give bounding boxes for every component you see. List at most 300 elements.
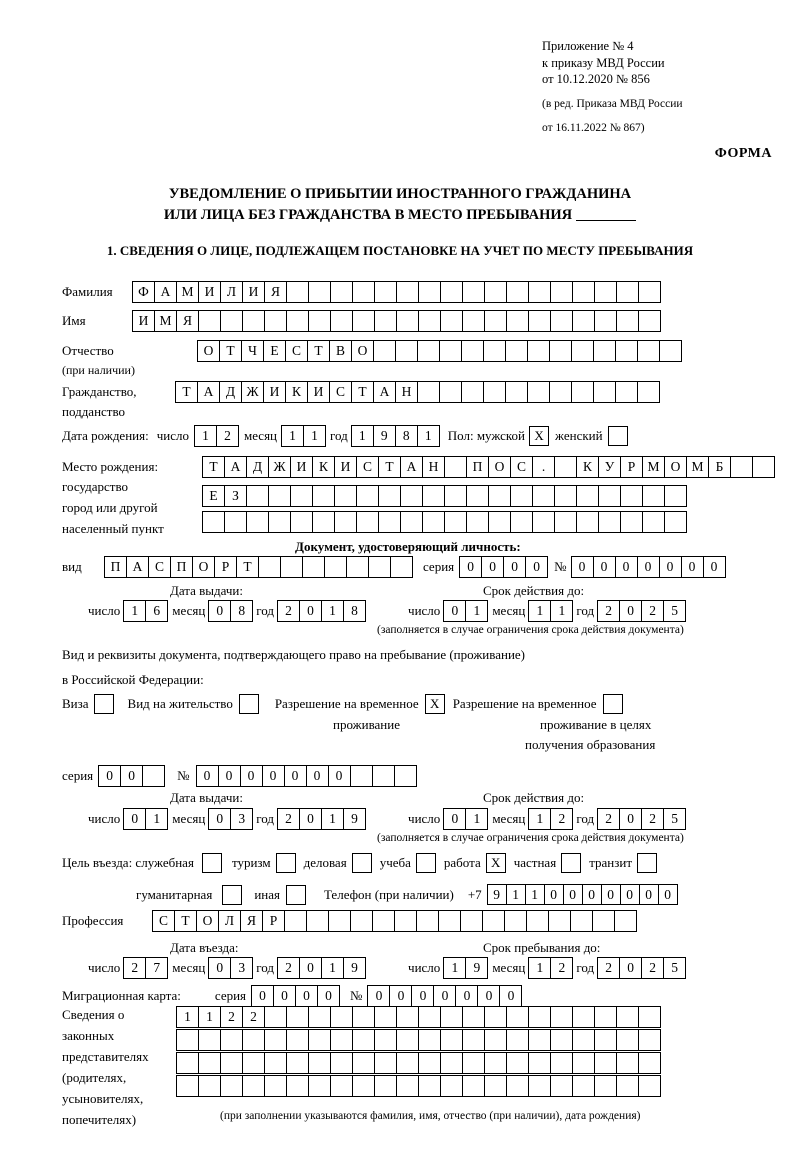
- cell[interactable]: 0: [637, 556, 660, 578]
- cell[interactable]: 1: [321, 957, 344, 979]
- cell[interactable]: [484, 310, 507, 332]
- legal-rep-line4-input[interactable]: [176, 1075, 661, 1097]
- phone-input[interactable]: [487, 884, 678, 905]
- cell[interactable]: 8: [343, 600, 366, 622]
- cell[interactable]: 1: [145, 808, 168, 830]
- cell[interactable]: [504, 910, 527, 932]
- cell[interactable]: И: [334, 456, 357, 478]
- cell[interactable]: [484, 1075, 507, 1097]
- cell[interactable]: 0: [306, 765, 329, 787]
- cell[interactable]: [506, 281, 529, 303]
- cell[interactable]: [528, 310, 551, 332]
- cell[interactable]: [417, 340, 440, 362]
- cell[interactable]: 5: [663, 600, 686, 622]
- cell[interactable]: [659, 340, 682, 362]
- edu-residence-checkbox[interactable]: [603, 694, 623, 714]
- cell[interactable]: [549, 340, 572, 362]
- cell[interactable]: 2: [641, 808, 664, 830]
- cell[interactable]: 0: [499, 985, 522, 1007]
- cell[interactable]: [330, 1052, 353, 1074]
- cell[interactable]: [528, 1052, 551, 1074]
- cell[interactable]: 0: [367, 985, 390, 1007]
- cell[interactable]: [286, 310, 309, 332]
- cell[interactable]: [506, 1075, 529, 1097]
- cell[interactable]: К: [312, 456, 335, 478]
- cell[interactable]: Ф: [132, 281, 155, 303]
- cell[interactable]: [439, 381, 462, 403]
- cell[interactable]: 0: [477, 985, 500, 1007]
- cell[interactable]: А: [400, 456, 423, 478]
- cell[interactable]: [418, 1029, 441, 1051]
- cell[interactable]: Т: [351, 381, 374, 403]
- cell[interactable]: А: [154, 281, 177, 303]
- cell[interactable]: 0: [582, 884, 602, 905]
- cell[interactable]: [550, 1029, 573, 1051]
- cell[interactable]: [576, 511, 599, 533]
- cell[interactable]: [571, 340, 594, 362]
- sex-male-checkbox[interactable]: X: [529, 426, 549, 446]
- cell[interactable]: [638, 1052, 661, 1074]
- cell[interactable]: [440, 281, 463, 303]
- cell[interactable]: [308, 310, 331, 332]
- cell[interactable]: 0: [443, 600, 466, 622]
- birthplace-line1-input[interactable]: [202, 456, 775, 478]
- cell[interactable]: [198, 1029, 221, 1051]
- cell[interactable]: 9: [373, 425, 396, 447]
- legal-rep-line2-input[interactable]: [176, 1029, 661, 1051]
- cell[interactable]: [488, 511, 511, 533]
- cell[interactable]: 1: [321, 808, 344, 830]
- cell[interactable]: [484, 1006, 507, 1028]
- purpose-business-checkbox[interactable]: [352, 853, 372, 873]
- cell[interactable]: И: [290, 456, 313, 478]
- entry-day-input[interactable]: [123, 957, 168, 979]
- cell[interactable]: М: [686, 456, 709, 478]
- cell[interactable]: [374, 1075, 397, 1097]
- cell[interactable]: [620, 511, 643, 533]
- cell[interactable]: [264, 310, 287, 332]
- cell[interactable]: [242, 1029, 265, 1051]
- cell[interactable]: [374, 1029, 397, 1051]
- cell[interactable]: [396, 281, 419, 303]
- cell[interactable]: [440, 310, 463, 332]
- cell[interactable]: О: [664, 456, 687, 478]
- stay-month-input[interactable]: [528, 957, 573, 979]
- cell[interactable]: [462, 1029, 485, 1051]
- cell[interactable]: 0: [411, 985, 434, 1007]
- cell[interactable]: Д: [246, 456, 269, 478]
- cell[interactable]: [334, 485, 357, 507]
- cell[interactable]: [356, 511, 379, 533]
- cell[interactable]: 0: [208, 957, 231, 979]
- cell[interactable]: 0: [620, 884, 640, 905]
- cell[interactable]: [258, 556, 281, 578]
- cell[interactable]: [440, 1006, 463, 1028]
- birth-year-input[interactable]: [351, 425, 440, 447]
- cell[interactable]: [638, 1029, 661, 1051]
- cell[interactable]: 6: [145, 600, 168, 622]
- cell[interactable]: [461, 340, 484, 362]
- cell[interactable]: [352, 1075, 375, 1097]
- cell[interactable]: [730, 456, 753, 478]
- cell[interactable]: [378, 485, 401, 507]
- cell[interactable]: [614, 910, 637, 932]
- cell[interactable]: Ч: [241, 340, 264, 362]
- cell[interactable]: 2: [550, 808, 573, 830]
- cell[interactable]: [548, 910, 571, 932]
- cell[interactable]: И: [132, 310, 155, 332]
- cell[interactable]: [352, 1029, 375, 1051]
- cell[interactable]: 7: [145, 957, 168, 979]
- cell[interactable]: [484, 1029, 507, 1051]
- cell[interactable]: [483, 340, 506, 362]
- cell[interactable]: [528, 281, 551, 303]
- cell[interactable]: [176, 1075, 199, 1097]
- cell[interactable]: Л: [220, 281, 243, 303]
- cell[interactable]: 0: [295, 985, 318, 1007]
- cell[interactable]: [264, 1006, 287, 1028]
- cell[interactable]: 1: [351, 425, 374, 447]
- migration-number-input[interactable]: [367, 985, 522, 1007]
- cell[interactable]: Ж: [268, 456, 291, 478]
- cell[interactable]: Я: [176, 310, 199, 332]
- cell[interactable]: [264, 1052, 287, 1074]
- cell[interactable]: [593, 340, 616, 362]
- sex-female-checkbox[interactable]: [608, 426, 628, 446]
- cell[interactable]: 0: [443, 808, 466, 830]
- cell[interactable]: [554, 456, 577, 478]
- cell[interactable]: П: [170, 556, 193, 578]
- cell[interactable]: [418, 1052, 441, 1074]
- document-number-input[interactable]: [571, 556, 726, 578]
- cell[interactable]: [416, 910, 439, 932]
- cell[interactable]: 0: [639, 884, 659, 905]
- permit-issue-month-input[interactable]: [208, 808, 253, 830]
- cell[interactable]: 2: [641, 957, 664, 979]
- cell[interactable]: [549, 381, 572, 403]
- cell[interactable]: 0: [120, 765, 143, 787]
- cell[interactable]: И: [307, 381, 330, 403]
- cell[interactable]: [444, 511, 467, 533]
- cell[interactable]: Е: [202, 485, 225, 507]
- cell[interactable]: [330, 281, 353, 303]
- cell[interactable]: Е: [263, 340, 286, 362]
- cell[interactable]: [418, 310, 441, 332]
- cell[interactable]: 2: [641, 600, 664, 622]
- cell[interactable]: С: [510, 456, 533, 478]
- cell[interactable]: [572, 1075, 595, 1097]
- surname-input[interactable]: [132, 281, 661, 303]
- cell[interactable]: 1: [528, 600, 551, 622]
- doc-valid-year-input[interactable]: [597, 600, 686, 622]
- cell[interactable]: 9: [343, 808, 366, 830]
- cell[interactable]: 0: [208, 600, 231, 622]
- entry-year-input[interactable]: [277, 957, 366, 979]
- cell[interactable]: [594, 1006, 617, 1028]
- cell[interactable]: З: [224, 485, 247, 507]
- cell[interactable]: [462, 1006, 485, 1028]
- cell[interactable]: [466, 511, 489, 533]
- cell[interactable]: [592, 910, 615, 932]
- cell[interactable]: [752, 456, 775, 478]
- cell[interactable]: 0: [455, 985, 478, 1007]
- cell[interactable]: 0: [299, 808, 322, 830]
- cell[interactable]: 2: [220, 1006, 243, 1028]
- cell[interactable]: [308, 1029, 331, 1051]
- cell[interactable]: 0: [218, 765, 241, 787]
- cell[interactable]: [439, 340, 462, 362]
- cell[interactable]: [615, 340, 638, 362]
- cell[interactable]: 0: [459, 556, 482, 578]
- cell[interactable]: [246, 485, 269, 507]
- cell[interactable]: [554, 511, 577, 533]
- temp-residence-checkbox[interactable]: X: [425, 694, 445, 714]
- cell[interactable]: А: [126, 556, 149, 578]
- cell[interactable]: [308, 281, 331, 303]
- cell[interactable]: 0: [251, 985, 274, 1007]
- cell[interactable]: [268, 485, 291, 507]
- cell[interactable]: 2: [597, 808, 620, 830]
- cell[interactable]: [532, 485, 555, 507]
- cell[interactable]: [286, 1052, 309, 1074]
- cell[interactable]: 0: [615, 556, 638, 578]
- purpose-other-checkbox[interactable]: [286, 885, 306, 905]
- cell[interactable]: [572, 310, 595, 332]
- cell[interactable]: [550, 1075, 573, 1097]
- cell[interactable]: [638, 281, 661, 303]
- cell[interactable]: [242, 310, 265, 332]
- cell[interactable]: [594, 1029, 617, 1051]
- cell[interactable]: [483, 381, 506, 403]
- cell[interactable]: 8: [395, 425, 418, 447]
- cell[interactable]: 1: [528, 957, 551, 979]
- cell[interactable]: 1: [123, 600, 146, 622]
- cell[interactable]: [372, 910, 395, 932]
- cell[interactable]: [220, 1029, 243, 1051]
- cell[interactable]: [484, 1052, 507, 1074]
- cell[interactable]: 0: [389, 985, 412, 1007]
- cell[interactable]: А: [224, 456, 247, 478]
- birth-day-input[interactable]: [194, 425, 239, 447]
- cell[interactable]: 1: [506, 884, 526, 905]
- cell[interactable]: Р: [620, 456, 643, 478]
- cell[interactable]: [438, 910, 461, 932]
- cell[interactable]: А: [373, 381, 396, 403]
- cell[interactable]: [616, 1029, 639, 1051]
- cell[interactable]: В: [329, 340, 352, 362]
- cell[interactable]: [598, 485, 621, 507]
- cell[interactable]: [330, 1006, 353, 1028]
- purpose-work-checkbox[interactable]: X: [486, 853, 506, 873]
- cell[interactable]: 1: [465, 808, 488, 830]
- cell[interactable]: 1: [281, 425, 304, 447]
- cell[interactable]: [268, 511, 291, 533]
- cell[interactable]: [284, 910, 307, 932]
- cell[interactable]: Н: [422, 456, 445, 478]
- cell[interactable]: [176, 1052, 199, 1074]
- document-kind-input[interactable]: [104, 556, 413, 578]
- cell[interactable]: 0: [544, 884, 564, 905]
- cell[interactable]: [642, 485, 665, 507]
- cell[interactable]: Л: [218, 910, 241, 932]
- cell[interactable]: [418, 281, 441, 303]
- cell[interactable]: [488, 485, 511, 507]
- cell[interactable]: [350, 910, 373, 932]
- entry-month-input[interactable]: [208, 957, 253, 979]
- cell[interactable]: [638, 1075, 661, 1097]
- cell[interactable]: 2: [216, 425, 239, 447]
- cell[interactable]: [374, 281, 397, 303]
- document-series-input[interactable]: [459, 556, 548, 578]
- doc-issue-month-input[interactable]: [208, 600, 253, 622]
- cell[interactable]: 0: [619, 957, 642, 979]
- birthplace-line3-input[interactable]: [202, 511, 687, 533]
- cell[interactable]: 0: [601, 884, 621, 905]
- cell[interactable]: 8: [230, 600, 253, 622]
- cell[interactable]: [396, 1029, 419, 1051]
- cell[interactable]: 0: [619, 808, 642, 830]
- cell[interactable]: О: [197, 340, 220, 362]
- cell[interactable]: [306, 910, 329, 932]
- stay-year-input[interactable]: [597, 957, 686, 979]
- cell[interactable]: [286, 1006, 309, 1028]
- cell[interactable]: 3: [230, 808, 253, 830]
- cell[interactable]: Т: [378, 456, 401, 478]
- cell[interactable]: [664, 511, 687, 533]
- cell[interactable]: М: [642, 456, 665, 478]
- cell[interactable]: [550, 1006, 573, 1028]
- cell[interactable]: М: [154, 310, 177, 332]
- cell[interactable]: [224, 511, 247, 533]
- cell[interactable]: [308, 1075, 331, 1097]
- cell[interactable]: [374, 1006, 397, 1028]
- cell[interactable]: С: [329, 381, 352, 403]
- cell[interactable]: [220, 1075, 243, 1097]
- cell[interactable]: [594, 310, 617, 332]
- cell[interactable]: [280, 556, 303, 578]
- cell[interactable]: [368, 556, 391, 578]
- cell[interactable]: [290, 511, 313, 533]
- cell[interactable]: К: [285, 381, 308, 403]
- cell[interactable]: .: [532, 456, 555, 478]
- purpose-service-checkbox[interactable]: [202, 853, 222, 873]
- cell[interactable]: [462, 1075, 485, 1097]
- cell[interactable]: Т: [174, 910, 197, 932]
- cell[interactable]: [440, 1052, 463, 1074]
- cell[interactable]: 9: [343, 957, 366, 979]
- cell[interactable]: 0: [571, 556, 594, 578]
- cell[interactable]: [572, 1029, 595, 1051]
- cell[interactable]: [290, 485, 313, 507]
- cell[interactable]: [615, 381, 638, 403]
- cell[interactable]: [418, 1006, 441, 1028]
- cell[interactable]: 0: [196, 765, 219, 787]
- cell[interactable]: [461, 381, 484, 403]
- cell[interactable]: 0: [317, 985, 340, 1007]
- cell[interactable]: [505, 340, 528, 362]
- cell[interactable]: 0: [208, 808, 231, 830]
- cell[interactable]: [350, 765, 373, 787]
- cell[interactable]: [378, 511, 401, 533]
- cell[interactable]: Т: [202, 456, 225, 478]
- cell[interactable]: 0: [299, 600, 322, 622]
- cell[interactable]: 0: [328, 765, 351, 787]
- cell[interactable]: [440, 1075, 463, 1097]
- cell[interactable]: [505, 381, 528, 403]
- cell[interactable]: Р: [214, 556, 237, 578]
- name-input[interactable]: [132, 310, 661, 332]
- doc-issue-day-input[interactable]: [123, 600, 168, 622]
- permit-valid-day-input[interactable]: [443, 808, 488, 830]
- cell[interactable]: [444, 485, 467, 507]
- cell[interactable]: [352, 310, 375, 332]
- cell[interactable]: [328, 910, 351, 932]
- cell[interactable]: [637, 340, 660, 362]
- cell[interactable]: [394, 765, 417, 787]
- cell[interactable]: [528, 1029, 551, 1051]
- cell[interactable]: [532, 511, 555, 533]
- cell[interactable]: [242, 1075, 265, 1097]
- cell[interactable]: 9: [487, 884, 507, 905]
- cell[interactable]: О: [351, 340, 374, 362]
- cell[interactable]: [198, 310, 221, 332]
- purpose-private-checkbox[interactable]: [561, 853, 581, 873]
- cell[interactable]: 0: [658, 884, 678, 905]
- cell[interactable]: Д: [219, 381, 242, 403]
- cell[interactable]: О: [488, 456, 511, 478]
- cell[interactable]: [527, 381, 550, 403]
- cell[interactable]: [638, 310, 661, 332]
- cell[interactable]: К: [576, 456, 599, 478]
- cell[interactable]: [330, 1075, 353, 1097]
- cell[interactable]: 0: [284, 765, 307, 787]
- cell[interactable]: [352, 1052, 375, 1074]
- permit-valid-month-input[interactable]: [528, 808, 573, 830]
- cell[interactable]: [220, 310, 243, 332]
- cell[interactable]: [246, 511, 269, 533]
- cell[interactable]: 0: [240, 765, 263, 787]
- cell[interactable]: Т: [307, 340, 330, 362]
- cell[interactable]: [554, 485, 577, 507]
- cell[interactable]: 0: [433, 985, 456, 1007]
- cell[interactable]: [308, 1052, 331, 1074]
- cell[interactable]: [264, 1029, 287, 1051]
- cell[interactable]: [176, 1029, 199, 1051]
- permit-issue-day-input[interactable]: [123, 808, 168, 830]
- cell[interactable]: [528, 1006, 551, 1028]
- cell[interactable]: [462, 1052, 485, 1074]
- cell[interactable]: [417, 381, 440, 403]
- cell[interactable]: 2: [597, 600, 620, 622]
- legal-rep-line3-input[interactable]: [176, 1052, 661, 1074]
- cell[interactable]: Ж: [241, 381, 264, 403]
- cell[interactable]: [550, 1052, 573, 1074]
- cell[interactable]: [286, 1029, 309, 1051]
- cell[interactable]: Т: [175, 381, 198, 403]
- cell[interactable]: [330, 310, 353, 332]
- cell[interactable]: И: [198, 281, 221, 303]
- permit-valid-year-input[interactable]: [597, 808, 686, 830]
- cell[interactable]: [373, 340, 396, 362]
- cell[interactable]: 5: [663, 808, 686, 830]
- cell[interactable]: 1: [417, 425, 440, 447]
- cell[interactable]: 2: [550, 957, 573, 979]
- cell[interactable]: И: [242, 281, 265, 303]
- permit-number-input[interactable]: [196, 765, 417, 787]
- cell[interactable]: [395, 340, 418, 362]
- cell[interactable]: М: [176, 281, 199, 303]
- cell[interactable]: [202, 511, 225, 533]
